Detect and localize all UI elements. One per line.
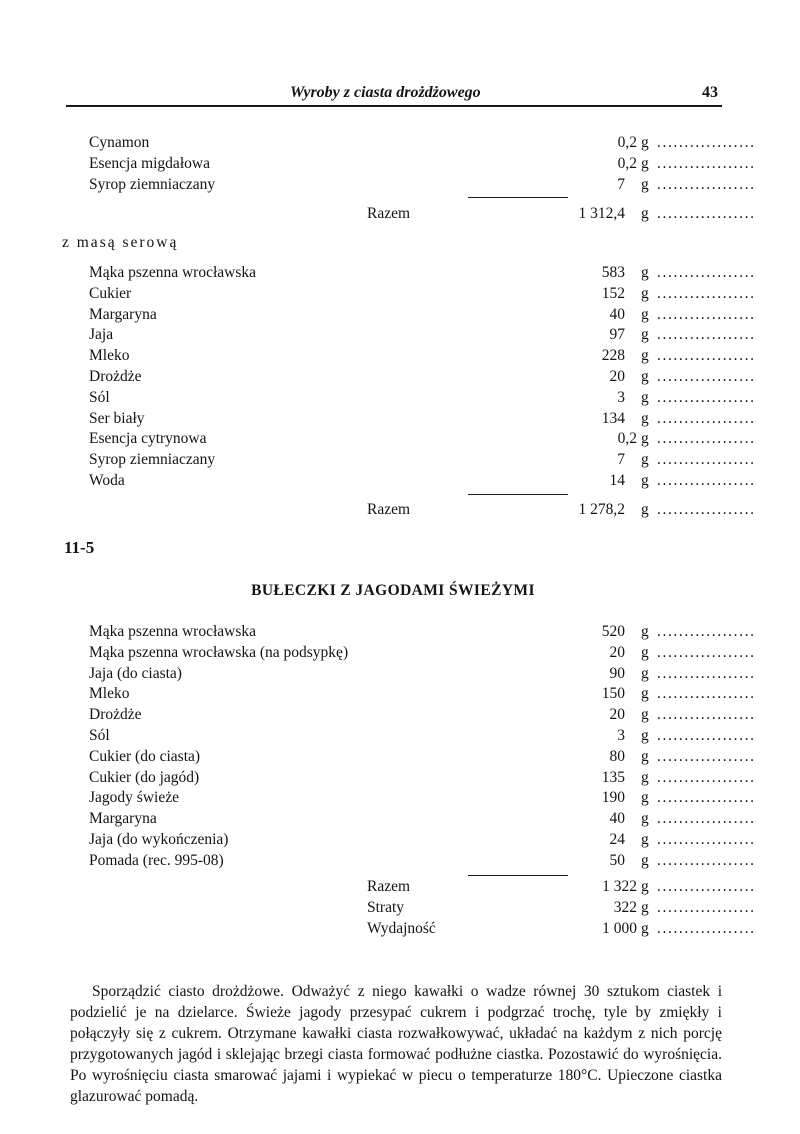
leader-dots: .................. xyxy=(657,706,756,724)
total-unit: g xyxy=(641,501,649,518)
ingredient-unit: g xyxy=(641,830,649,848)
ingredient-qty: 0,2 xyxy=(617,154,637,172)
ingredient-row xyxy=(89,643,756,664)
leader-dots: .................. xyxy=(657,726,756,744)
ingredient-name: Cukier (do jagód) xyxy=(89,768,200,786)
ingredient-qty: 97 xyxy=(609,326,625,344)
ingredient-row xyxy=(89,263,756,284)
leader-dots: .................. xyxy=(657,747,756,765)
ingredient-name: Drożdże xyxy=(89,367,142,385)
ingredient-name: Esencja migdałowa xyxy=(89,154,210,172)
ingredient-name: Mąka pszenna wrocławska (na podsypkę) xyxy=(89,643,349,661)
leader-dots: .................. xyxy=(657,920,756,937)
header-rule xyxy=(66,105,722,107)
ingredient-qty: 150 xyxy=(601,685,625,703)
ingredient-row xyxy=(89,471,756,492)
ingredient-qty: 7 xyxy=(617,175,625,193)
ingredient-row xyxy=(89,154,756,175)
leader-dots: .................. xyxy=(657,175,756,193)
total-row-block2 xyxy=(89,497,756,523)
ingredient-row xyxy=(89,284,756,305)
leader-dots: .................. xyxy=(657,810,756,828)
total-label: Razem xyxy=(367,205,411,222)
ingredient-unit: g xyxy=(641,284,649,302)
leader-dots: .................. xyxy=(657,205,756,222)
ingredient-name: Cukier xyxy=(89,284,132,302)
ingredient-name: Jagody świeże xyxy=(89,789,179,807)
ingredient-qty: 520 xyxy=(601,623,625,640)
ingredient-name: Ser biały xyxy=(89,409,145,427)
ingredient-unit: g xyxy=(641,768,649,786)
leader-dots: .................. xyxy=(657,430,756,448)
ingredient-name: Sól xyxy=(89,726,110,744)
ingredient-row xyxy=(89,388,756,409)
ingredient-list-continuation xyxy=(89,133,756,195)
summary-row xyxy=(89,898,756,919)
ingredient-qty: 50 xyxy=(609,851,625,869)
leader-dots: .................. xyxy=(657,347,756,365)
ingredient-qty: 228 xyxy=(601,347,625,365)
ingredient-qty: 152 xyxy=(601,284,625,302)
recipe-summary xyxy=(89,877,756,940)
ingredient-name: Cukier (do ciasta) xyxy=(89,747,201,765)
summary-qty: 322 xyxy=(613,899,637,916)
ingredient-unit: g xyxy=(641,664,649,682)
ingredient-row xyxy=(89,851,756,872)
ingredient-unit: g xyxy=(641,685,649,703)
ingredient-unit: g xyxy=(641,305,649,323)
ingredient-qty: 583 xyxy=(601,264,625,281)
ingredient-row xyxy=(89,429,756,450)
ingredient-row xyxy=(89,305,756,326)
ingredient-row xyxy=(89,788,756,809)
ingredient-name: Mleko xyxy=(89,685,130,703)
ingredient-qty: 20 xyxy=(609,367,625,385)
leader-dots: .................. xyxy=(657,367,756,385)
ingredient-qty: 40 xyxy=(609,810,625,828)
leader-dots: .................. xyxy=(657,664,756,682)
summary-qty: 1 322 xyxy=(602,878,637,895)
ingredient-name: Jaja xyxy=(89,326,114,344)
ingredient-unit: g xyxy=(641,451,649,469)
leader-dots: .................. xyxy=(657,789,756,807)
ingredient-name: Woda xyxy=(89,471,125,489)
ingredient-unit: g xyxy=(641,409,649,427)
ingredient-unit: g xyxy=(641,810,649,828)
leader-dots: .................. xyxy=(657,623,756,640)
ingredient-qty: 40 xyxy=(609,305,625,323)
ingredient-qty: 0,2 xyxy=(617,430,637,448)
ingredient-name: Syrop ziemniaczany xyxy=(89,451,216,469)
ingredient-qty: 90 xyxy=(609,664,625,682)
ingredient-row xyxy=(89,409,756,430)
ingredient-row xyxy=(89,809,756,830)
ingredient-row xyxy=(89,450,756,471)
ingredient-row xyxy=(89,726,756,747)
leader-dots: .................. xyxy=(657,830,756,848)
summary-label: Wydajność xyxy=(367,920,436,937)
sum-rule xyxy=(468,875,568,876)
running-title: Wyroby z ciasta drożdżowego xyxy=(290,84,481,101)
ingredient-name: Jaja (do wykończenia) xyxy=(89,830,229,848)
leader-dots: .................. xyxy=(657,451,756,469)
ingredient-unit: g xyxy=(641,851,649,869)
ingredient-row xyxy=(89,768,756,789)
ingredient-name: Drożdże xyxy=(89,706,142,724)
ingredient-name: Syrop ziemniaczany xyxy=(89,175,216,193)
ingredient-row xyxy=(89,747,756,768)
ingredient-row xyxy=(89,175,756,196)
ingredient-row xyxy=(89,664,756,685)
recipe-number: 11-5 xyxy=(64,538,95,557)
ingredient-name: Mąka pszenna wrocławska xyxy=(89,623,256,640)
total-unit: g xyxy=(641,205,649,222)
ingredient-row xyxy=(89,367,756,388)
ingredient-qty: 20 xyxy=(609,706,625,724)
leader-dots: .................. xyxy=(657,471,756,489)
leader-dots: .................. xyxy=(657,284,756,302)
ingredient-name: Margaryna xyxy=(89,810,157,828)
total-row-block1 xyxy=(89,201,756,227)
ingredient-unit: g xyxy=(641,326,649,344)
ingredient-list-cheese xyxy=(89,263,756,492)
recipe-title: BUŁECZKI Z JAGODAMI ŚWIEŻYMI xyxy=(251,582,535,599)
ingredient-unit: g xyxy=(641,134,649,151)
ingredient-unit: g xyxy=(641,789,649,807)
ingredient-name: Pomada (rec. 995-08) xyxy=(89,851,224,869)
summary-unit: g xyxy=(641,878,649,895)
leader-dots: .................. xyxy=(657,501,756,518)
ingredient-unit: g xyxy=(641,154,649,172)
summary-qty: 1 000 xyxy=(602,920,637,937)
summary-row xyxy=(89,919,756,940)
page-header xyxy=(66,84,722,104)
ingredient-row xyxy=(89,705,756,726)
leader-dots: .................. xyxy=(657,899,756,916)
ingredient-unit: g xyxy=(641,726,649,744)
summary-row xyxy=(89,877,756,898)
sum-rule xyxy=(468,197,568,198)
leader-dots: .................. xyxy=(657,409,756,427)
ingredient-name: Mleko xyxy=(89,347,130,365)
leader-dots: .................. xyxy=(657,134,756,151)
ingredient-qty: 14 xyxy=(609,471,625,489)
leader-dots: .................. xyxy=(657,326,756,344)
ingredient-name: Mąka pszenna wrocławska xyxy=(89,264,256,281)
ingredient-name: Sól xyxy=(89,388,110,406)
leader-dots: .................. xyxy=(657,643,756,661)
leader-dots: .................. xyxy=(657,388,756,406)
ingredient-row xyxy=(89,133,756,154)
summary-unit: g xyxy=(641,920,649,937)
leader-dots: .................. xyxy=(657,154,756,172)
ingredient-row xyxy=(89,622,756,643)
ingredient-qty: 20 xyxy=(609,643,625,661)
ingredient-qty: 3 xyxy=(617,388,625,406)
leader-dots: .................. xyxy=(657,878,756,895)
leader-dots: .................. xyxy=(657,305,756,323)
ingredient-list-recipe xyxy=(89,622,756,872)
ingredient-name: Jaja (do ciasta) xyxy=(89,664,182,682)
ingredient-unit: g xyxy=(641,643,649,661)
ingredient-qty: 7 xyxy=(617,451,625,469)
ingredient-unit: g xyxy=(641,747,649,765)
ingredient-unit: g xyxy=(641,706,649,724)
total-label: Razem xyxy=(367,501,411,518)
ingredient-qty: 80 xyxy=(609,747,625,765)
ingredient-unit: g xyxy=(641,471,649,489)
summary-unit: g xyxy=(641,899,649,916)
ingredient-row xyxy=(89,346,756,367)
ingredient-row xyxy=(89,325,756,346)
ingredient-name: Esencja cytrynowa xyxy=(89,430,207,448)
ingredient-unit: g xyxy=(641,430,649,448)
ingredient-qty: 3 xyxy=(617,726,625,744)
ingredient-unit: g xyxy=(641,264,649,281)
summary-label: Razem xyxy=(367,878,411,895)
page-number: 43 xyxy=(702,84,718,101)
ingredient-name: Margaryna xyxy=(89,305,157,323)
ingredient-qty: 24 xyxy=(609,830,625,848)
leader-dots: .................. xyxy=(657,685,756,703)
total-value: 1 312,4 xyxy=(578,205,625,222)
ingredient-unit: g xyxy=(641,623,649,640)
leader-dots: .................. xyxy=(657,768,756,786)
ingredient-name: Cynamon xyxy=(89,134,150,151)
ingredient-qty: 190 xyxy=(601,789,625,807)
ingredient-unit: g xyxy=(641,367,649,385)
instructions-paragraph: Sporządzić ciasto drożdżowe. Odważyć z niego kawałki o wadze równej 30 sztukom ciastek i podzielić je na dzielarce. Świeże jagody przesypać cukrem i podgrzać trochę, tyle by zmiękły i połączyły się z cukrem. Otrzymane kawałki ciasta rozwałkowywać, układać na każdym z nich porcję przygotowanych jagód i sklejając brzegi ciasta formować podłużne ciastka. Pozostawić do wyrośnięcia. Po wyrośnięciu ciasta smarować jajami i wypiekać w piecu o temperaturze 180°C. Upieczone ciastka glazurować pomadą. xyxy=(70,982,722,1105)
leader-dots: .................. xyxy=(657,264,756,281)
leader-dots: .................. xyxy=(657,851,756,869)
total-value: 1 278,2 xyxy=(578,501,625,518)
ingredient-unit: g xyxy=(641,347,649,365)
ingredient-unit: g xyxy=(641,388,649,406)
ingredient-qty: 134 xyxy=(601,409,625,427)
summary-label: Straty xyxy=(367,899,405,916)
ingredient-row xyxy=(89,830,756,851)
ingredient-qty: 0,2 xyxy=(617,134,637,151)
ingredient-qty: 135 xyxy=(601,768,625,786)
section-heading: z masą serową xyxy=(62,234,179,251)
ingredient-unit: g xyxy=(641,175,649,193)
sum-rule xyxy=(468,494,568,495)
ingredient-row xyxy=(89,684,756,705)
